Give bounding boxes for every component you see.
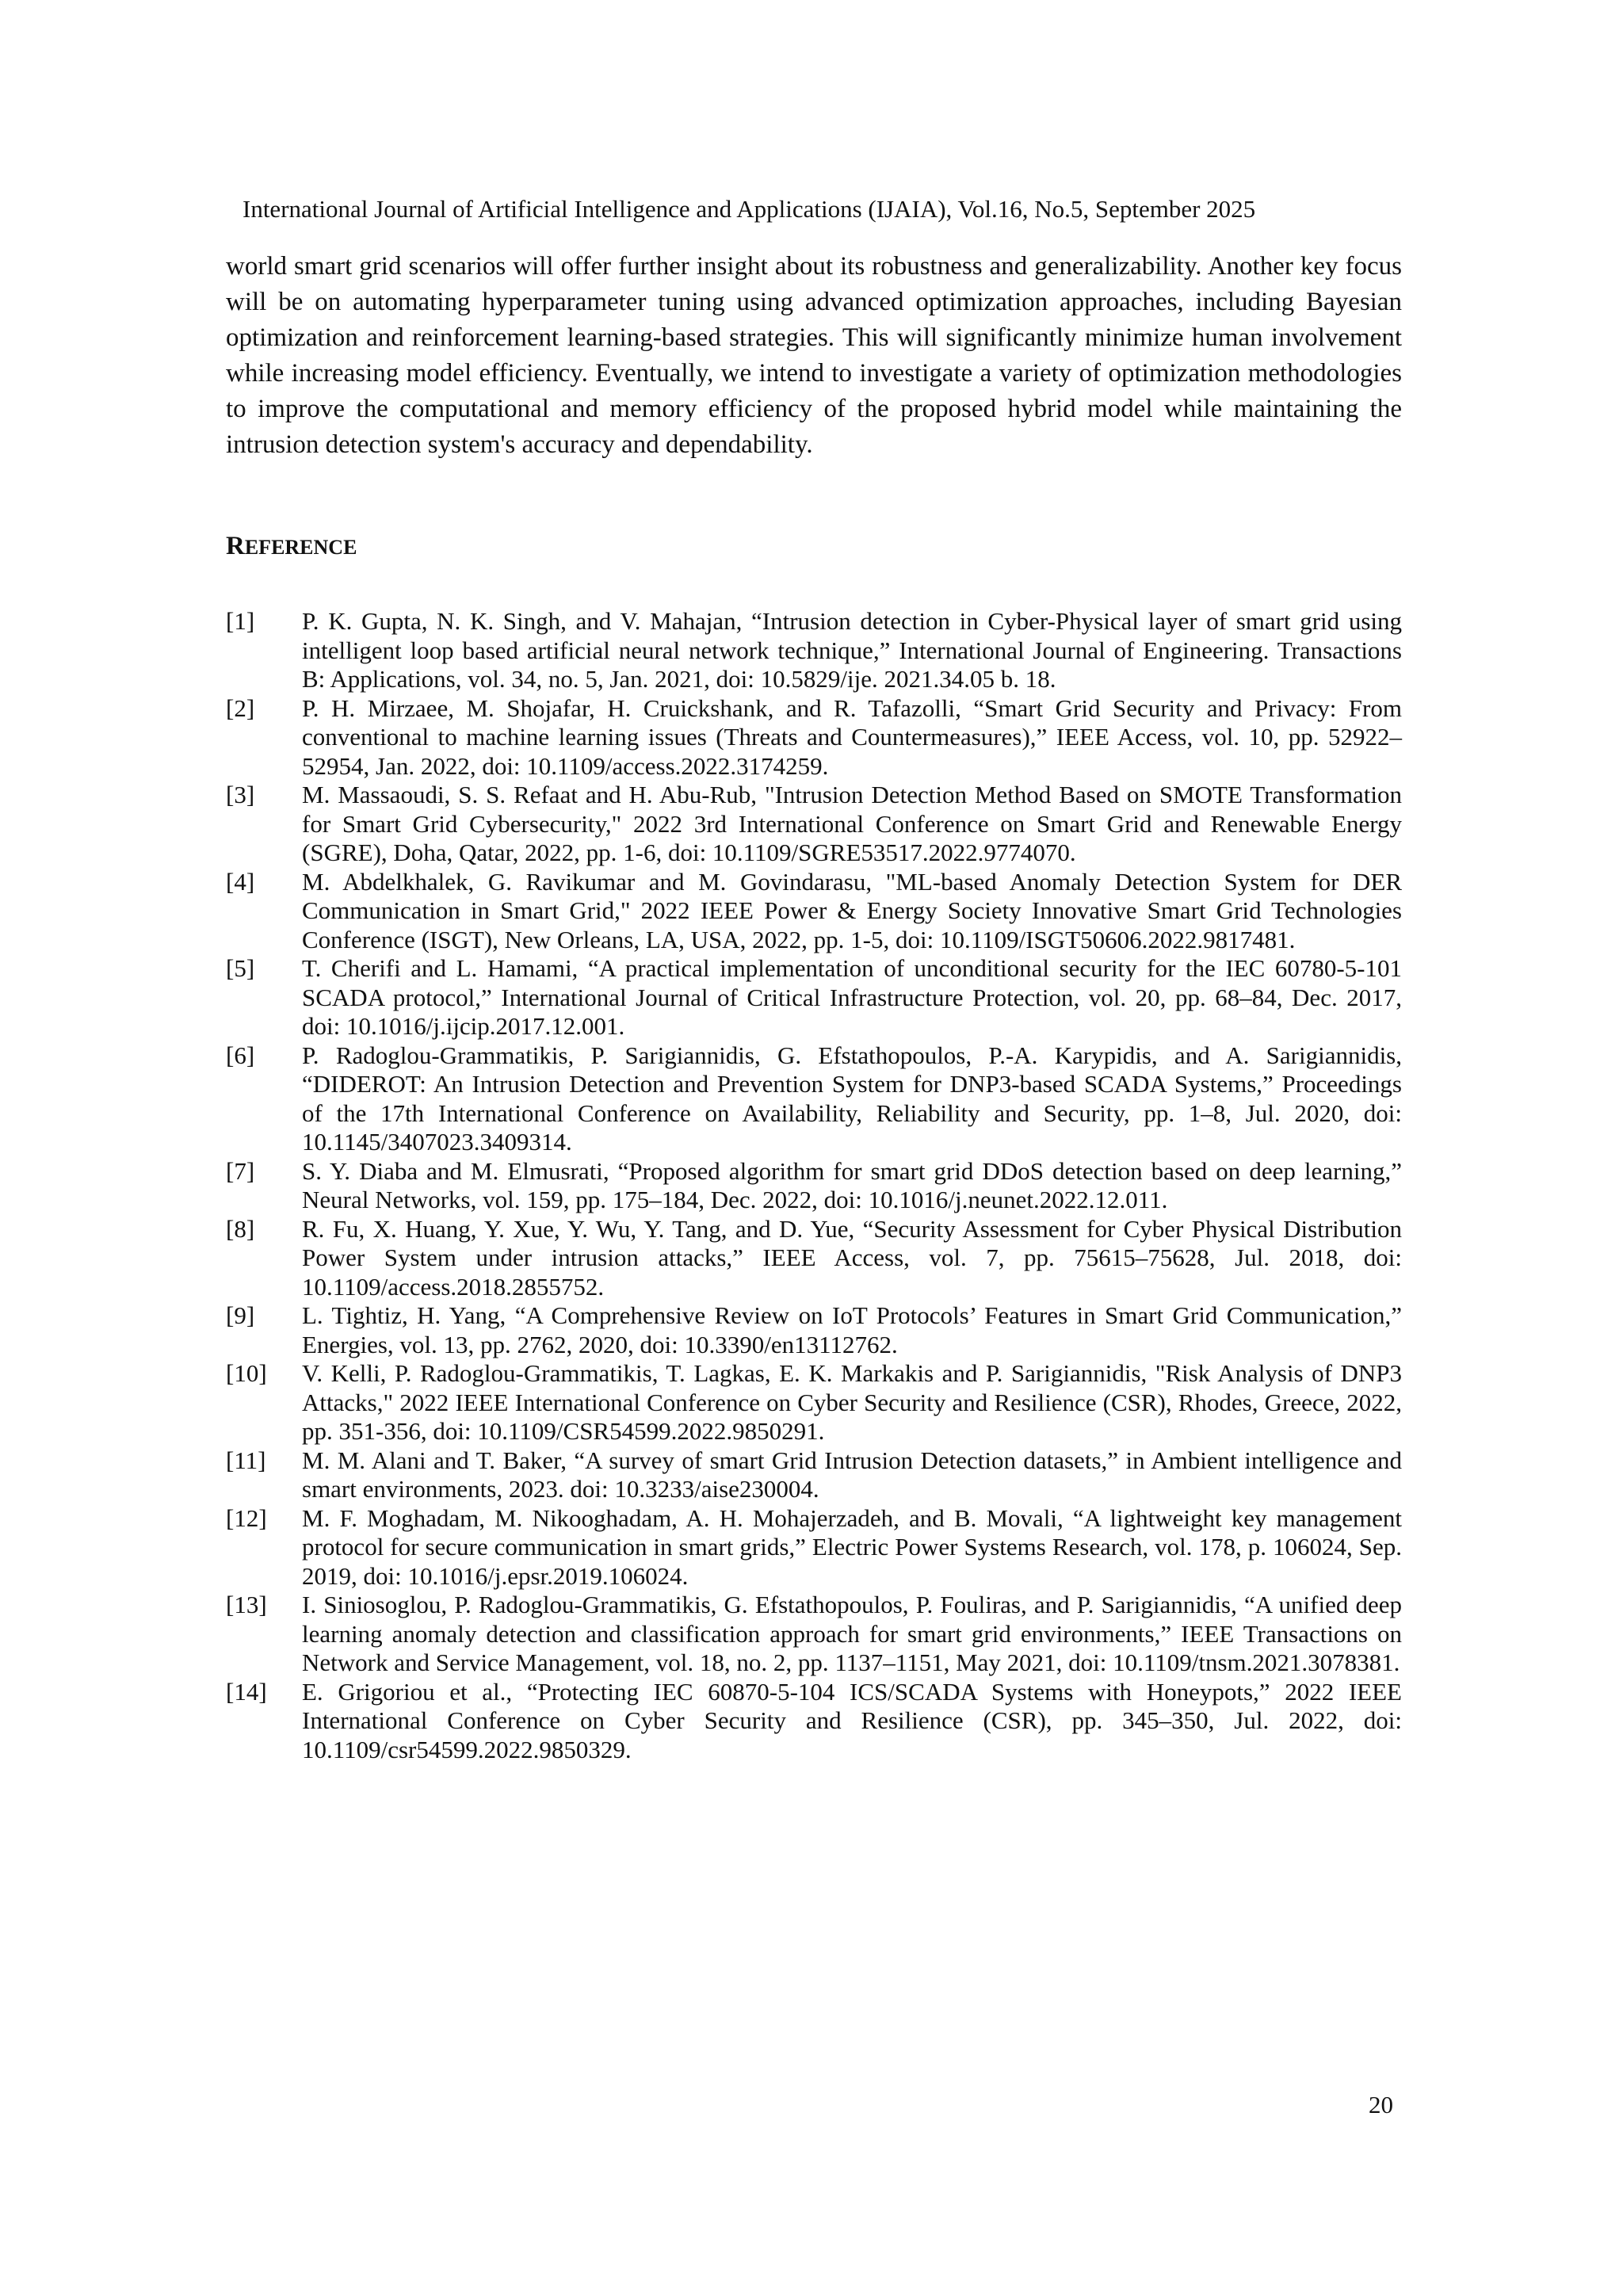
reference-text: S. Y. Diaba and M. Elmusrati, “Proposed algorithm for smart grid DDoS detection based on deep learning,” Neural Networks, vol. 159, pp. 175–184, Dec. 2022, doi: 10.1016/j.neunet.2022.12.011. (302, 1156, 1402, 1213)
running-header: International Journal of Artificial Intelligence and Applications (IJAIA), Vol.16, No.5, September 2025 (242, 195, 1256, 223)
reference-item (226, 1504, 1402, 1591)
reference-item (226, 1041, 1402, 1157)
reference-number: [4] (226, 867, 255, 896)
reference-item (226, 781, 1402, 868)
reference-item (226, 694, 1402, 781)
references-heading-initial: R (226, 532, 245, 560)
reference-item (226, 1446, 1402, 1504)
reference-number: [9] (226, 1301, 255, 1329)
page-number: 20 (1369, 2091, 1393, 2118)
reference-number: [5] (226, 954, 255, 982)
reference-item (226, 1215, 1402, 1302)
reference-text: I. Siniosoglou, P. Radoglou-Grammatikis, G. Efstathopoulos, P. Fouliras, and P. Sarigiannidis, “A unified deep learning anomaly detection and classification approach for smart grid environments,” IEEE Transactions on Network and Service Management, vol. 18, no. 2, pp. 1137–1151, May 2021, doi: 10.1109/tnsm.2021.3078381. (302, 1591, 1402, 1676)
reference-text: P. Radoglou-Grammatikis, P. Sarigiannidis, G. Efstathopoulos, P.-A. Karypidis, and A. Sarigiannidis, “DIDEROT: An Intrusion Detection and Prevention System for DNP3-based SCADA Systems,” Proceedings of the 17th International Conference on Availability, Reliability and Security, pp. 1–8, Jul. 2020, doi: 10.1145/3407023.3409314. (302, 1041, 1402, 1156)
reference-number: [6] (226, 1041, 255, 1069)
reference-text: M. F. Moghadam, M. Nikooghadam, A. H. Mohajerzadeh, and B. Movali, “A lightweight key management protocol for secure communication in smart grids,” Electric Power Systems Research, vol. 178, p. 106024, Sep. 2019, doi: 10.1016/j.epsr.2019.106024. (302, 1503, 1402, 1590)
reference-text: M. M. Alani and T. Baker, “A survey of smart Grid Intrusion Detection datasets,” in Ambient intelligence and smart environments, 2023. doi: 10.3233/aise230004. (302, 1446, 1402, 1503)
reference-number: [1] (226, 607, 255, 635)
reference-number: [8] (226, 1214, 255, 1243)
reference-item (226, 954, 1402, 1041)
reference-text: E. Grigoriou et al., “Protecting IEC 60870-5-104 ICS/SCADA Systems with Honeypots,” 2022 IEEE International Conference on Cyber Security and Resilience (CSR), pp. 345–350, Jul. 2022, doi: 10.1109/csr54599.2022.9850329. (302, 1677, 1402, 1763)
reference-text: P. K. Gupta, N. K. Singh, and V. Mahajan, “Intrusion detection in Cyber-Physical layer of smart grid using intelligent loop based artificial neural network technique,” International Journal of Engineering. Transactions B: Applications, vol. 34, no. 5, Jan. 2021, doi: 10.5829/ije. 2021.34.05 b. 18. (302, 607, 1402, 693)
reference-number: [2] (226, 693, 255, 722)
reference-item (226, 1359, 1402, 1446)
reference-text: L. Tightiz, H. Yang, “A Comprehensive Review on IoT Protocols’ Features in Smart Grid Communication,” Energies, vol. 13, pp. 2762, 2020, doi: 10.3390/en13112762. (302, 1301, 1402, 1358)
reference-number: [11] (226, 1446, 266, 1474)
reference-number: [14] (226, 1677, 267, 1706)
reference-text: T. Cherifi and L. Hamami, “A practical implementation of unconditional security for the IEC 60780-5-101 SCADA protocol,” International Journal of Critical Infrastructure Protection, vol. 20, pp. 68–84, Dec. 2017, doi: 10.1016/j.ijcip.2017.12.001. (302, 954, 1402, 1040)
reference-text: M. Massaoudi, S. S. Refaat and H. Abu-Rub, "Intrusion Detection Method Based on SMOTE Transformation for Smart Grid Cybersecurity," 2022 3rd International Conference on Smart Grid and Renewable Energy (SGRE), Doha, Qatar, 2022, pp. 1-6, doi: 10.1109/SGRE53517.2022.9774070. (302, 781, 1402, 866)
references-heading-rest: EFERENCE (244, 536, 357, 559)
reference-item (226, 1678, 1402, 1765)
body-paragraph: world smart grid scenarios will offer further insight about its robustness and generalizability. Another key focus will be on automating hyperparameter tuning using advanced optimization approaches, including Bayesian optimization and reinforcement learning-based strategies. This will significantly minimize human involvement while increasing model efficiency. Eventually, we intend to investigate a variety of optimization methodologies to improve the computational and memory efficiency of the proposed hybrid model while maintaining the intrusion detection system's accuracy and dependability. (226, 252, 1402, 459)
reference-item (226, 868, 1402, 955)
reference-item (226, 1157, 1402, 1215)
reference-text: R. Fu, X. Huang, Y. Xue, Y. Wu, Y. Tang, and D. Yue, “Security Assessment for Cyber Physical Distribution Power System under intrusion attacks,” IEEE Access, vol. 7, pp. 75615–75628, Jul. 2018, doi: 10.1109/access.2018.2855752. (302, 1214, 1402, 1301)
reference-number: [3] (226, 781, 255, 808)
reference-number: [13] (226, 1591, 267, 1618)
reference-text: P. H. Mirzaee, M. Shojafar, H. Cruickshank, and R. Tafazolli, “Smart Grid Security and Privacy: From conventional to machine learning issues (Threats and Countermeasures),” IEEE Access, vol. 10, pp. 52922– 52954, Jan. 2022, doi: 10.1109/access.2022.3174259. (302, 693, 1402, 780)
reference-number: [7] (226, 1156, 255, 1185)
reference-number: [10] (226, 1359, 267, 1387)
reference-number: [12] (226, 1503, 267, 1532)
reference-item (226, 607, 1402, 694)
reference-list (226, 607, 1402, 1764)
reference-text: M. Abdelkhalek, G. Ravikumar and M. Govindarasu, "ML-based Anomaly Detection System for DER Communication in Smart Grid," 2022 IEEE Power & Energy Society Innovative Smart Grid Technologies Conference (ISGT), New Orleans, LA, USA, 2022, pp. 1-5, doi: 10.1109/ISGT50606.2022.9817481. (302, 867, 1402, 953)
references-heading (226, 529, 357, 565)
reference-item (226, 1301, 1402, 1359)
reference-item (226, 1591, 1402, 1678)
reference-text: V. Kelli, P. Radoglou-Grammatikis, T. Lagkas, E. K. Markakis and P. Sarigiannidis, "Risk Analysis of DNP3 Attacks," 2022 IEEE International Conference on Cyber Security and Resilience (CSR), Rhodes, Greece, 2022, pp. 351-356, doi: 10.1109/CSR54599.2022.9850291. (302, 1359, 1402, 1445)
